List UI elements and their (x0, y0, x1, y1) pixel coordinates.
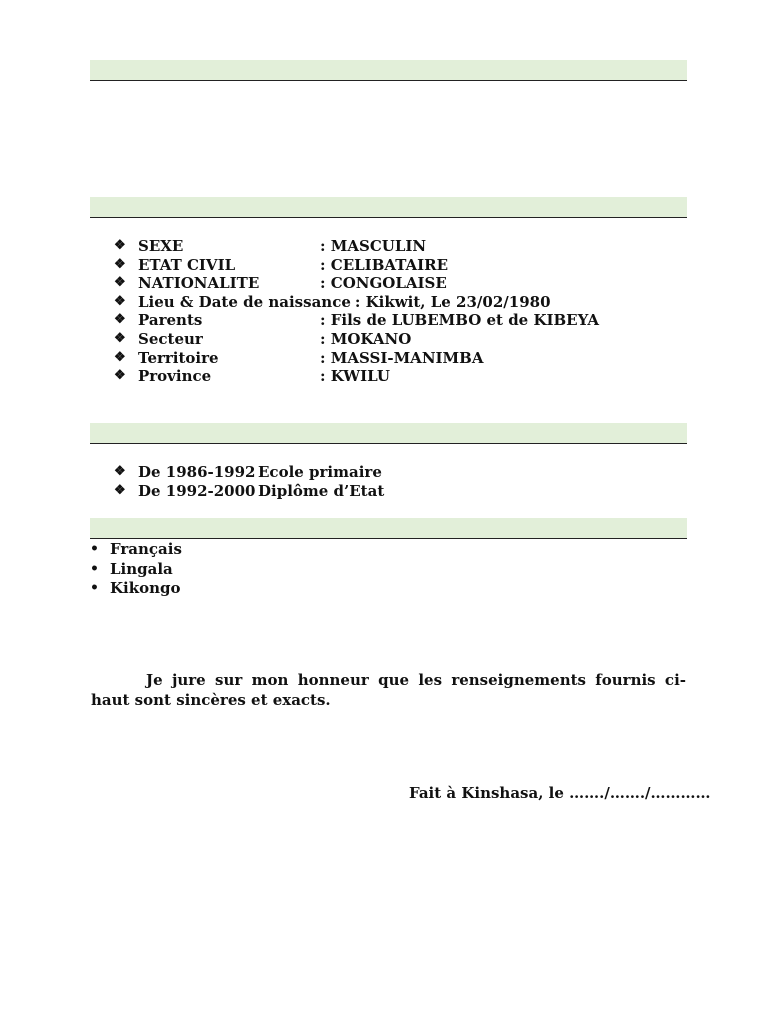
identity-label: SEXE (138, 237, 184, 255)
identity-value: : Fils de LUBEMBO et de KIBEYA (320, 311, 599, 330)
identity-row (114, 349, 599, 368)
section-band-languages (90, 518, 687, 539)
section-band-identity (90, 197, 687, 218)
education-list (114, 463, 384, 500)
declaration-paragraph: Je jure sur mon honneur que les renseignements fournis ci-haut sont sincères et exacts. (91, 671, 686, 709)
language-item (90, 579, 182, 599)
identity-label: NATIONALITE (138, 274, 260, 293)
identity-label: Lieu & Date de naissance (138, 292, 351, 311)
identity-label: ETAT CIVIL (138, 255, 236, 274)
place-date-line: Fait à Kinshasa, le ……./……./………… (409, 784, 711, 802)
identity-row (114, 256, 599, 275)
diamond-bullet-icon: ❖ (114, 293, 126, 309)
diamond-bullet-icon: ❖ (114, 238, 126, 253)
round-bullet-icon: • (90, 580, 99, 597)
identity-label: Secteur (138, 329, 203, 348)
diamond-bullet-icon: ❖ (114, 349, 126, 365)
language-label: Français (110, 540, 182, 558)
diamond-bullet-icon: ❖ (114, 464, 126, 479)
identity-label: Province (138, 367, 212, 386)
diamond-bullet-icon: ❖ (114, 368, 126, 384)
identity-row (114, 293, 599, 312)
diamond-bullet-icon: ❖ (114, 275, 126, 291)
education-period: De 1986-1992 (138, 463, 256, 481)
round-bullet-icon: • (90, 541, 99, 557)
identity-value: : Kikwit, Le 23/02/1980 (354, 292, 551, 311)
section-band-1 (90, 60, 687, 81)
diamond-bullet-icon: ❖ (114, 256, 126, 272)
section-band-education (90, 423, 687, 444)
identity-value: : MOKANO (320, 329, 412, 348)
identity-value: : MASCULIN (320, 237, 427, 255)
language-item (90, 540, 182, 560)
education-period: De 1992-2000 (138, 481, 256, 500)
education-row (114, 482, 384, 501)
diamond-bullet-icon: ❖ (114, 330, 126, 346)
education-row (114, 463, 384, 482)
identity-label: Parents (138, 311, 203, 330)
identity-list (114, 237, 599, 386)
diamond-bullet-icon: ❖ (114, 312, 126, 328)
identity-label: Territoire (138, 348, 219, 367)
identity-row (114, 274, 599, 293)
identity-value: : KWILU (320, 367, 390, 386)
identity-value: : MASSI-MANIMBA (320, 348, 484, 367)
education-title: Ecole primaire (258, 463, 382, 481)
identity-value: : CONGOLAISE (320, 274, 447, 293)
education-title: Diplôme d’Etat (258, 481, 385, 500)
language-label: Lingala (110, 559, 173, 578)
diamond-bullet-icon: ❖ (114, 482, 126, 498)
language-label: Kikongo (110, 579, 181, 598)
identity-row (114, 237, 599, 256)
identity-value: : CELIBATAIRE (320, 255, 449, 274)
language-list (90, 540, 182, 599)
identity-row (114, 330, 599, 349)
round-bullet-icon: • (90, 560, 99, 577)
identity-row (114, 367, 599, 386)
language-item (90, 560, 182, 580)
identity-row (114, 311, 599, 330)
